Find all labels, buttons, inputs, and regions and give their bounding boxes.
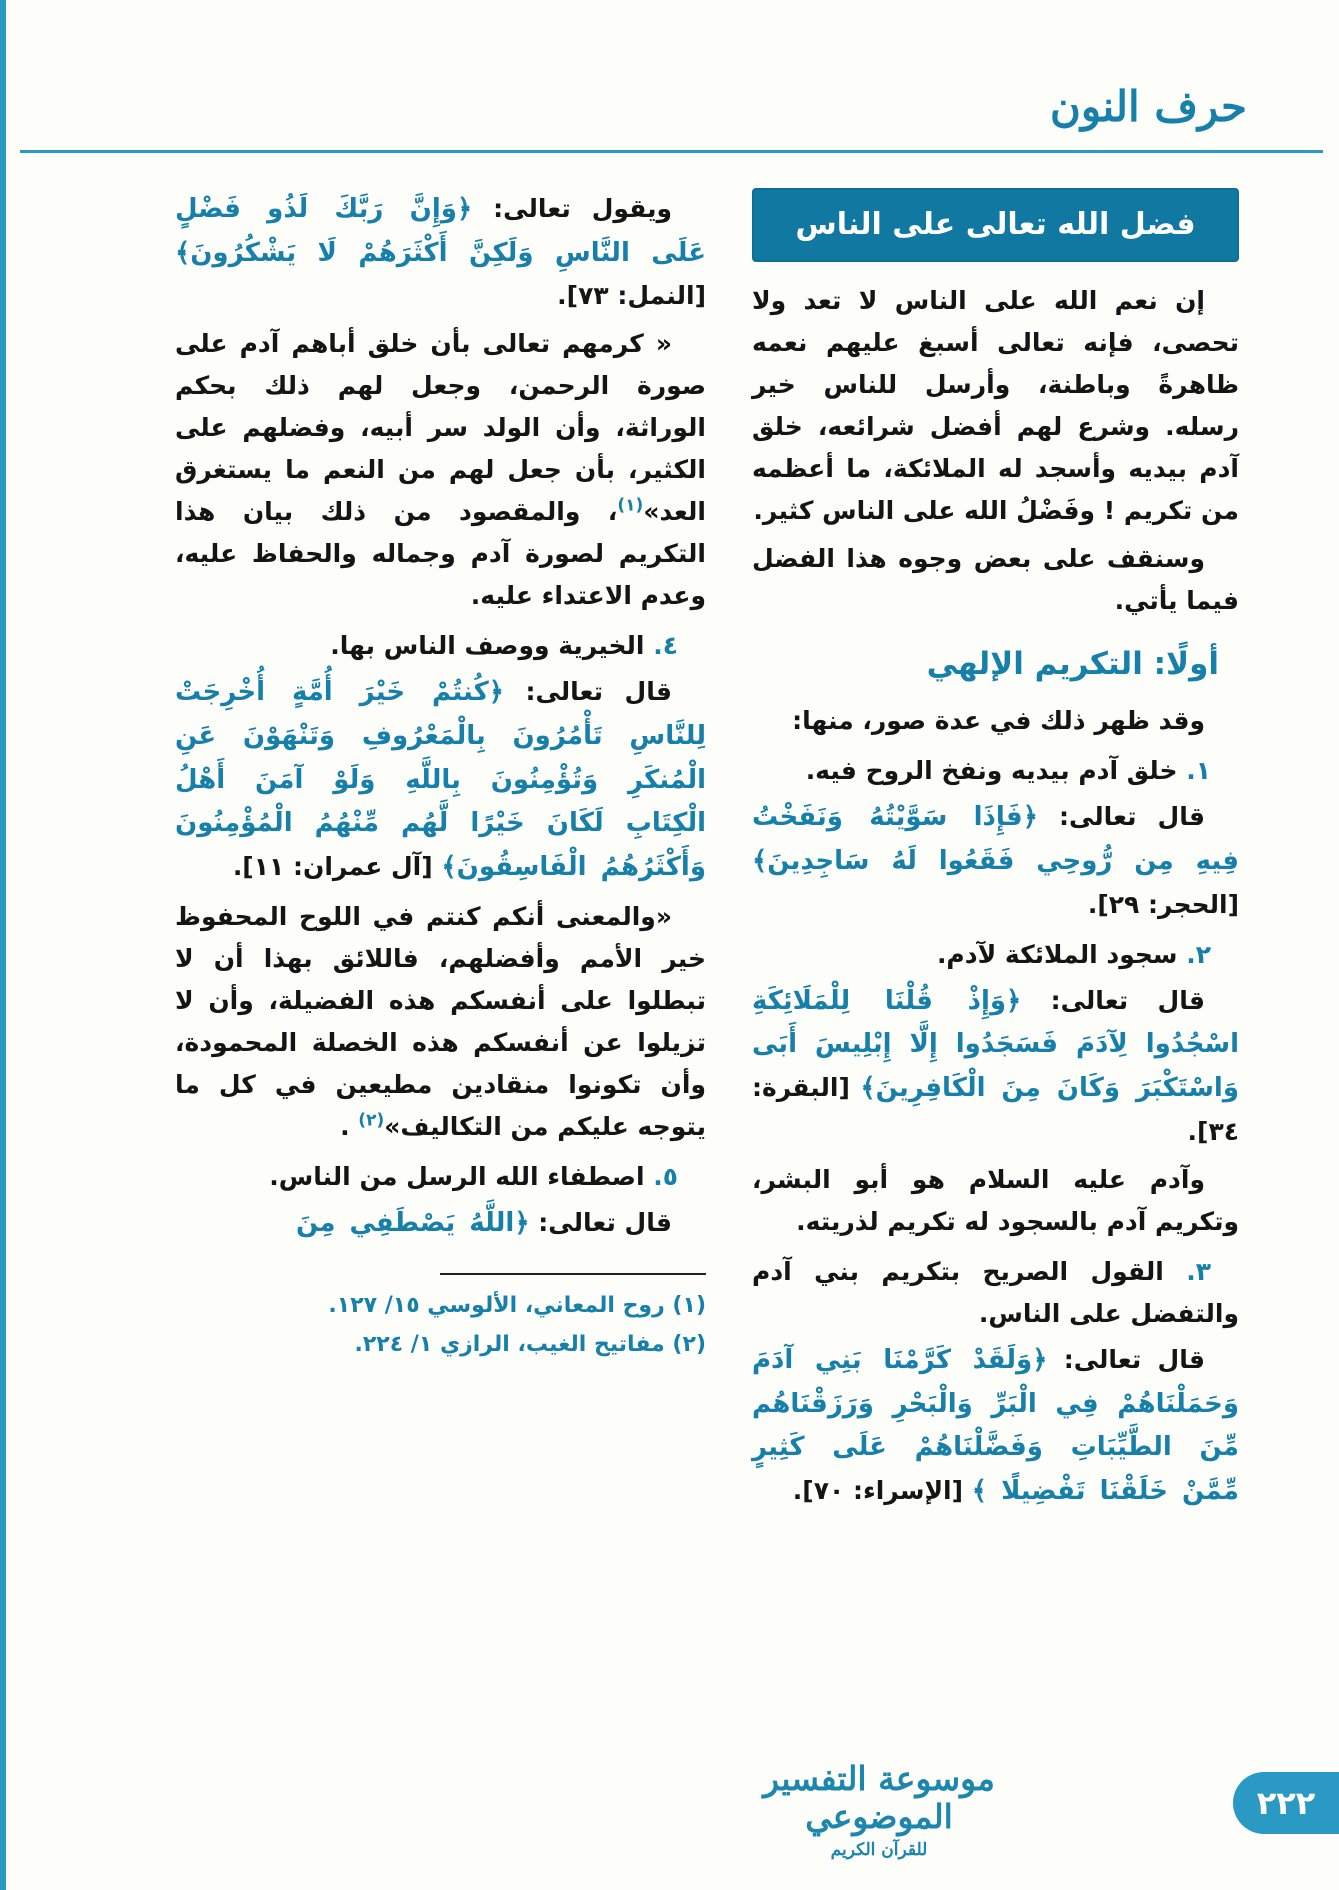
quoted-commentary: « كرمهم تعالى بأن خلق أباهم آدم على صورة الرحمن، وجعل لهم ذلك بحكم الوراثة، وأن الولد سر أبيه، وفضلهم على الكثير، بأن جعل لهم من النعم ما يستغرق العد» bbox=[175, 329, 706, 527]
verse-reference: [آل عمران: ١١]. bbox=[232, 852, 433, 882]
footnote-2: (٢) مفاتيح الغيب، الرازي ١/ ٢٢٤. bbox=[354, 1331, 706, 1357]
column-right bbox=[752, 188, 1239, 1520]
verse-reference: [النمل: ٧٣]. bbox=[557, 281, 706, 311]
page-edge-band bbox=[0, 0, 6, 1890]
quote-lead: قال تعالى: bbox=[538, 1207, 672, 1237]
item-number: ٣. bbox=[1186, 1256, 1211, 1286]
paragraph-intro: إن نعم الله على الناس لا تعد ولا تحصى، فإنه تعالى أسبغ عليهم نعمه ظاهرةً وباطنة، وأرسل للناس خير رسله. وشرع لهم أفضل شرائعه، خلق آدم بيديه وأسجد له الملائكة، ما أعظمه من تكريم ! وفَضْلُ الله على الناس كثير. bbox=[752, 286, 1239, 526]
item-text: خلق آدم بيديه ونفخ الروح فيه. bbox=[805, 756, 1178, 786]
quote-lead: قال تعالى: bbox=[1050, 985, 1205, 1015]
footnote-marker-2: (٢) bbox=[358, 1110, 385, 1131]
commentary-continuation: ، والمقصود من ذلك بيان هذا التكريم لصورة آدم وجماله والحفاظ عليه، وعدم الاعتداء عليه. bbox=[175, 497, 706, 611]
paragraph-outline: وسنقف على بعض وجوه هذا الفضل فيما يأتي. bbox=[752, 544, 1239, 616]
footnotes-block bbox=[175, 1273, 706, 1364]
quote-lead: ويقول تعالى: bbox=[493, 194, 672, 223]
publisher-logo-title: موسوعة التفسير الموضوعي bbox=[763, 1759, 995, 1837]
quoted-commentary: «والمعنى أنكم كنتم في اللوح المحفوظ خير الأمم وأفضلهم، فاللائق بهذا أن لا تبطلوا على أنفسكم هذه الفضيلة، وأن لا تزيلوا عن أنفسكم هذه الخصلة المحمودة، وأن تكونوا منقادين مطيعين في كل ما يتوجه عليكم من التكاليف» bbox=[175, 901, 706, 1141]
quran-verse: ﴿اللَّهُ يَصْطَفِي مِنَ bbox=[295, 1207, 530, 1238]
numbered-item-4 bbox=[175, 625, 706, 667]
item-text: سجود الملائكة لآدم. bbox=[936, 939, 1178, 969]
commentary-continuation: . bbox=[340, 1111, 359, 1141]
verse-reference: [البقرة: ٣٤]. bbox=[752, 1073, 1239, 1146]
numbered-item-5 bbox=[175, 1156, 706, 1198]
page-number-badge: ٢٢٢ bbox=[1233, 1772, 1339, 1834]
quran-verse: ﴿فَإِذَا سَوَّيْتُهُ وَنَفَخْتُ فِيهِ مِن رُّوحِي فَقَعُوا لَهُ سَاجِدِينَ﴾ bbox=[752, 802, 1239, 877]
column-left bbox=[175, 188, 706, 1364]
subheading-first-honoring: أولًا: التكريم الإلهي bbox=[926, 646, 1219, 683]
publisher-logo bbox=[739, 1760, 1019, 1860]
quran-quote-2 bbox=[752, 980, 1239, 1153]
item-text: القول الصريح بتكريم بني آدم والتفضل على الناس. bbox=[752, 1256, 1239, 1328]
paragraph-karam bbox=[175, 323, 706, 617]
quran-quote-0 bbox=[175, 188, 706, 317]
quran-verse: ﴿وَإِنَّ رَبَّكَ لَذُو فَضْلٍ عَلَى النَّاسِ وَلَكِنَّ أَكْثَرَهُمْ لَا يَشْكُرُونَ﴾ bbox=[175, 194, 706, 268]
quote-lead: قال تعالى: bbox=[1063, 1344, 1206, 1374]
quran-quote-3 bbox=[752, 1339, 1239, 1514]
section-title-box: فضل الله تعالى على الناس bbox=[752, 188, 1239, 262]
header-rule bbox=[20, 150, 1323, 153]
quran-verse: ﴿وَلَقَدْ كَرَّمْنَا بَنِي آدَمَ وَحَمَلْنَاهُمْ فِي الْبَرِّ وَالْبَحْرِ وَرَزَقْنَاهُم مِّنَ الطَّيِّبَاتِ وَفَضَّلْنَاهُمْ عَلَى كَثِيرٍ مِّمَّنْ خَلَقْنَا تَفْضِيلًا ﴾ bbox=[752, 1344, 1239, 1506]
item-text: اصطفاء الله الرسل من الناس. bbox=[269, 1161, 645, 1191]
chapter-title: حرف النون bbox=[1050, 82, 1247, 131]
item-number: ١. bbox=[1186, 756, 1211, 786]
quote-lead: قال تعالى: bbox=[525, 677, 672, 707]
item-number: ٤. bbox=[653, 631, 678, 661]
numbered-item-1 bbox=[752, 750, 1239, 792]
footnote-marker-1: (١) bbox=[617, 496, 644, 517]
item-number: ٥. bbox=[653, 1161, 678, 1191]
paragraph-adam: وآدم عليه السلام هو أبو البشر، وتكريم آدم بالسجود له تكريم لذريته. bbox=[752, 1164, 1239, 1236]
footnote-separator bbox=[440, 1273, 706, 1275]
numbered-item-3 bbox=[752, 1251, 1239, 1335]
quran-quote-1 bbox=[752, 796, 1239, 925]
item-text: الخيرية ووصف الناس بها. bbox=[330, 631, 645, 661]
paragraph-forms: وقد ظهر ذلك في عدة صور، منها: bbox=[792, 706, 1205, 736]
verse-reference: [الإسراء: ٧٠]. bbox=[792, 1475, 964, 1505]
quran-quote-5 bbox=[175, 1202, 706, 1246]
paragraph-meaning bbox=[175, 896, 706, 1148]
quote-lead: قال تعالى: bbox=[1058, 802, 1206, 832]
two-column-layout bbox=[175, 188, 1239, 1520]
quran-quote-4 bbox=[175, 671, 706, 889]
verse-reference: [الحجر: ٢٩]. bbox=[1087, 889, 1239, 919]
item-number: ٢. bbox=[1186, 939, 1211, 969]
quran-verse: ﴿وَإِذْ قُلْنَا لِلْمَلَائِكَةِ اسْجُدُوا لِآدَمَ فَسَجَدُوا إِلَّا إِبْلِيسَ أَبَى وَاسْتَكْبَرَ وَكَانَ مِنَ الْكَافِرِينَ﴾ bbox=[752, 985, 1239, 1104]
numbered-item-2 bbox=[752, 934, 1239, 976]
publisher-logo-subtitle: للقرآن الكريم bbox=[830, 1840, 928, 1860]
footnote-1: (١) روح المعاني، الألوسي ١٥/ ١٢٧. bbox=[328, 1293, 706, 1319]
quran-verse: ﴿كُنتُمْ خَيْرَ أُمَّةٍ أُخْرِجَتْ لِلنَّاسِ تَأْمُرُونَ بِالْمَعْرُوفِ وَتَنْهَوْنَ عَنِ الْمُنكَرِ وَتُؤْمِنُونَ بِاللَّهِ وَلَوْ آمَنَ أَهْلُ الْكِتَابِ لَكَانَ خَيْرًا لَّهُم مِّنْهُمُ الْمُؤْمِنُونَ وَأَكْثَرُهُمُ الْفَاسِقُونَ﴾ bbox=[175, 677, 706, 883]
